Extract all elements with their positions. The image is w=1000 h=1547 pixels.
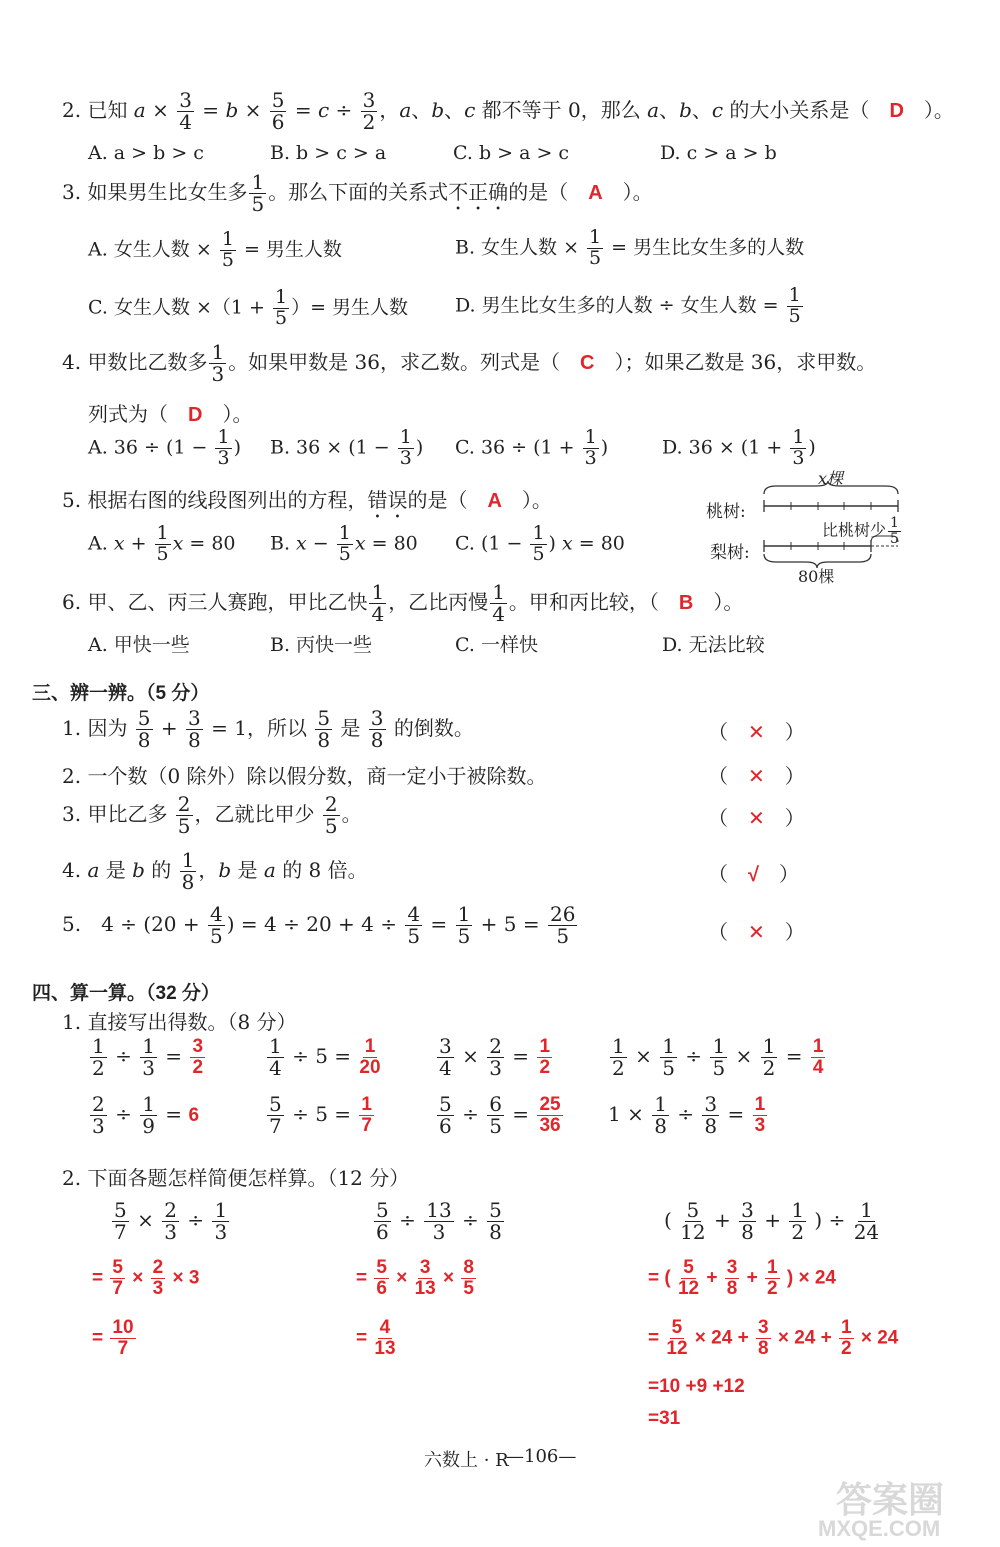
peach-label: 桃树: [706,502,746,522]
calc-c-problem: ( $\frac{5}{12}$ + $\frac{3}{8}$ + $\frac{1}{2}$ ) ÷ $\frac{1}{24}$ [664,1198,880,1244]
eighty-trees-label: 80棵 [798,567,835,586]
result-8: $\frac{1}{3}$ [754,1094,766,1136]
watermark-url: MXQE.COM [818,1516,941,1541]
q3-option-a: A. 女生人数 × $\frac{1}{5}$ = 男生人数 [88,228,342,271]
q6-option-a: A. 甲快一些 [88,634,190,656]
q4-answer-1: C [580,352,595,374]
q4-answer-2: D [188,404,203,426]
s3-item-5: 5. 4 ÷ (20 + $\frac{4}{5}$ ) = 4 ÷ 20 + 4 ÷ $\frac{4}{5}$ = $\frac{1}{5}$ + 5 = $\frac{26}{5}$ [62,902,576,948]
calc-c-step4: =31 [648,1408,681,1429]
page-number: —106— [506,1446,577,1467]
q6-option-b: B. 丙快一些 [270,634,373,656]
q4-option-a: A. 36 ÷ (1 − $\frac{1}{3}$ ) [88,426,241,469]
q2-option-a: A. a > b > c [88,142,204,164]
result-7: $\frac{25}{36}$ [539,1094,561,1136]
s3-mark-3: （ ✕ ） [708,806,805,830]
q3-option-c: C. 女生人数 ×（1 + $\frac{1}{5}$ ）= 男生人数 [88,286,409,329]
calc-b-step2: = $\frac{4}{13}$ [356,1317,396,1359]
s3-mark-2: （ ✕ ） [708,764,805,788]
q6-option-d: D. 无法比较 [662,634,765,656]
q2-option-c: C. b > a > c [453,142,570,164]
q5-option-a: A. x + $\frac{1}{5}$ x = 80 [88,522,236,565]
calc-c-step3: =10 +9 +12 [648,1376,745,1397]
q3-option-b: B. 女生人数 × $\frac{1}{5}$ = 男生比女生多的人数 [455,226,805,269]
s4-sub2-title: 2. 下面各题怎样简便怎样算。（12 分） [62,1166,410,1190]
result-2: $\frac{1}{20}$ [359,1036,381,1078]
pear-label: 梨树: [710,543,750,563]
q6-option-c: C. 一样快 [455,634,538,656]
segment-lines [756,480,906,570]
calc-c-step1: = ( $\frac{5}{12}$ + $\frac{3}{8}$ + $\frac{1}{2}$ ) × 24 [648,1257,836,1299]
oral-calc-4: $\frac{1}{2}$ × $\frac{1}{5}$ ÷ $\frac{1}{5}$ × $\frac{1}{2}$ = $\frac{1}{4}$ [612,1034,824,1080]
result-6: $\frac{1}{7}$ [361,1094,372,1136]
s3-item-2: 2. 一个数（0 除外）除以假分数，商一定小于被除数。 [62,764,547,788]
section4-title: 四、算一算。（32 分） [32,983,220,1004]
q5-option-b: B. x − $\frac{1}{5}$ x = 80 [270,522,418,565]
q3-answer: A [588,182,603,204]
watermark-logo: 答案圈 [836,1479,945,1520]
calc-b-step1: = $\frac{5}{6}$ × $\frac{3}{13}$ × $\frac{8}{5}$ [356,1257,474,1299]
result-3: $\frac{1}{2}$ [539,1036,551,1078]
calc-b-problem: $\frac{5}{6}$ ÷ $\frac{13}{3}$ ÷ $\frac{5}{8}$ [376,1198,502,1244]
calc-c-step2: = $\frac{5}{12}$ × 24 + $\frac{3}{8}$ × 24 + $\frac{1}{2}$ × 24 [648,1317,899,1359]
q4-option-b: B. 36 × (1 − $\frac{1}{3}$ ) [270,426,424,469]
q5-stem: 5. 根据右图的线段图列出的方程，错误的是（ A ）。 [62,488,552,512]
q6-stem: 6. 甲、乙、丙三人赛跑，甲比乙快 $\frac{1}{4}$ ，乙比丙慢 $\frac{1}{4}$ 。甲和丙比较，（ B ）。 [62,580,744,626]
q3-option-d: D. 男生比女生多的人数 ÷ 女生人数 = $\frac{1}{5}$ [455,284,801,327]
oral-calc-3: $\frac{3}{4}$ × $\frac{2}{3}$ = $\frac{1}{2}$ [439,1034,551,1080]
s3-item-4: 4. a 是 b 的 $\frac{1}{8}$ ，b 是 a 的 8 倍。 [62,848,368,894]
s3-mark-4: （ √ ） [708,862,799,886]
s3-item-3: 3. 甲比乙多 $\frac{2}{5}$ ，乙就比甲少 $\frac{2}{5}$ 。 [62,792,362,838]
q3-stem: 3. 如果男生比女生多 $\frac{1}{5}$ 。那么下面的关系式不正确的是（ A ）。 [62,170,653,216]
q4-stem: 4. 甲数比乙数多 $\frac{1}{3}$ 。如果甲数是 36，求乙数。列式是（ C ）；如果乙数是 36，求甲数。 [62,340,877,386]
q5-answer: A [487,490,502,512]
q4-option-c: C. 36 ÷ (1 + $\frac{1}{3}$ ) [455,426,609,469]
less-than-label: 比桃树少 $\frac{1}{5}$ [822,515,899,547]
result-1: $\frac{3}{2}$ [192,1036,204,1078]
q4-option-d: D. 36 × (1 + $\frac{1}{3}$ ) [662,426,816,469]
s3-mark-5: （ ✕ ） [708,920,805,944]
q6-answer: B [678,592,694,614]
q2-option-d: D. c > a > b [660,142,777,164]
result-5: 6 [188,1105,200,1126]
oral-calc-5: $\frac{2}{3}$ ÷ $\frac{1}{9}$ = 6 [92,1092,200,1138]
oral-calc-8: 1 × $\frac{1}{8}$ ÷ $\frac{3}{8}$ = $\frac{1}{3}$ [608,1092,766,1138]
footer-text: 六数上 · R [424,1450,509,1471]
s3-item-1: 1. 因为 $\frac{5}{8}$ + $\frac{3}{8}$ = 1，所以 $\frac{5}{8}$ 是 $\frac{3}{8}$ 的倒数。 [62,706,474,752]
calc-a-step1: = $\frac{5}{7}$ × $\frac{2}{3}$ × 3 [92,1257,200,1299]
s4-sub1-title: 1. 直接写出得数。（8 分） [62,1010,297,1034]
q2-option-b: B. b > c > a [270,142,387,164]
x-trees-label: x棵 [818,469,844,488]
calc-a-step2: = $\frac{10}{7}$ [92,1317,134,1359]
section3-title: 三、辨一辨。（5 分） [32,683,210,704]
q5-option-c: C. (1 − $\frac{1}{5}$ ) x = 80 [455,522,625,565]
oral-calc-1: $\frac{1}{2}$ ÷ $\frac{1}{3}$ = $\frac{3}{2}$ [92,1034,204,1080]
q4-stem-line2: 列式为（ D ）。 [88,402,253,426]
oral-calc-7: $\frac{5}{6}$ ÷ $\frac{6}{5}$ = $\frac{25}{36}$ [439,1092,561,1138]
oral-calc-2: $\frac{1}{4}$ ÷ 5 = $\frac{1}{20}$ [269,1034,381,1080]
oral-calc-6: $\frac{5}{7}$ ÷ 5 = $\frac{1}{7}$ [269,1092,372,1138]
s3-mark-1: （ ✕ ） [708,720,805,744]
q2-answer: D [889,100,904,122]
result-4: $\frac{1}{4}$ [812,1036,824,1078]
calc-a-problem: $\frac{5}{7}$ × $\frac{2}{3}$ ÷ $\frac{1}{3}$ [114,1198,228,1244]
q2-stem: 2. 已知 a × $\frac{3}{4}$ = b × $\frac{5}{6}$ = c ÷ $\frac{3}{2}$ ，a、b、c 都不等于 0，那么 a、b、c 的大小关系是（ D ）。 [62,88,954,134]
